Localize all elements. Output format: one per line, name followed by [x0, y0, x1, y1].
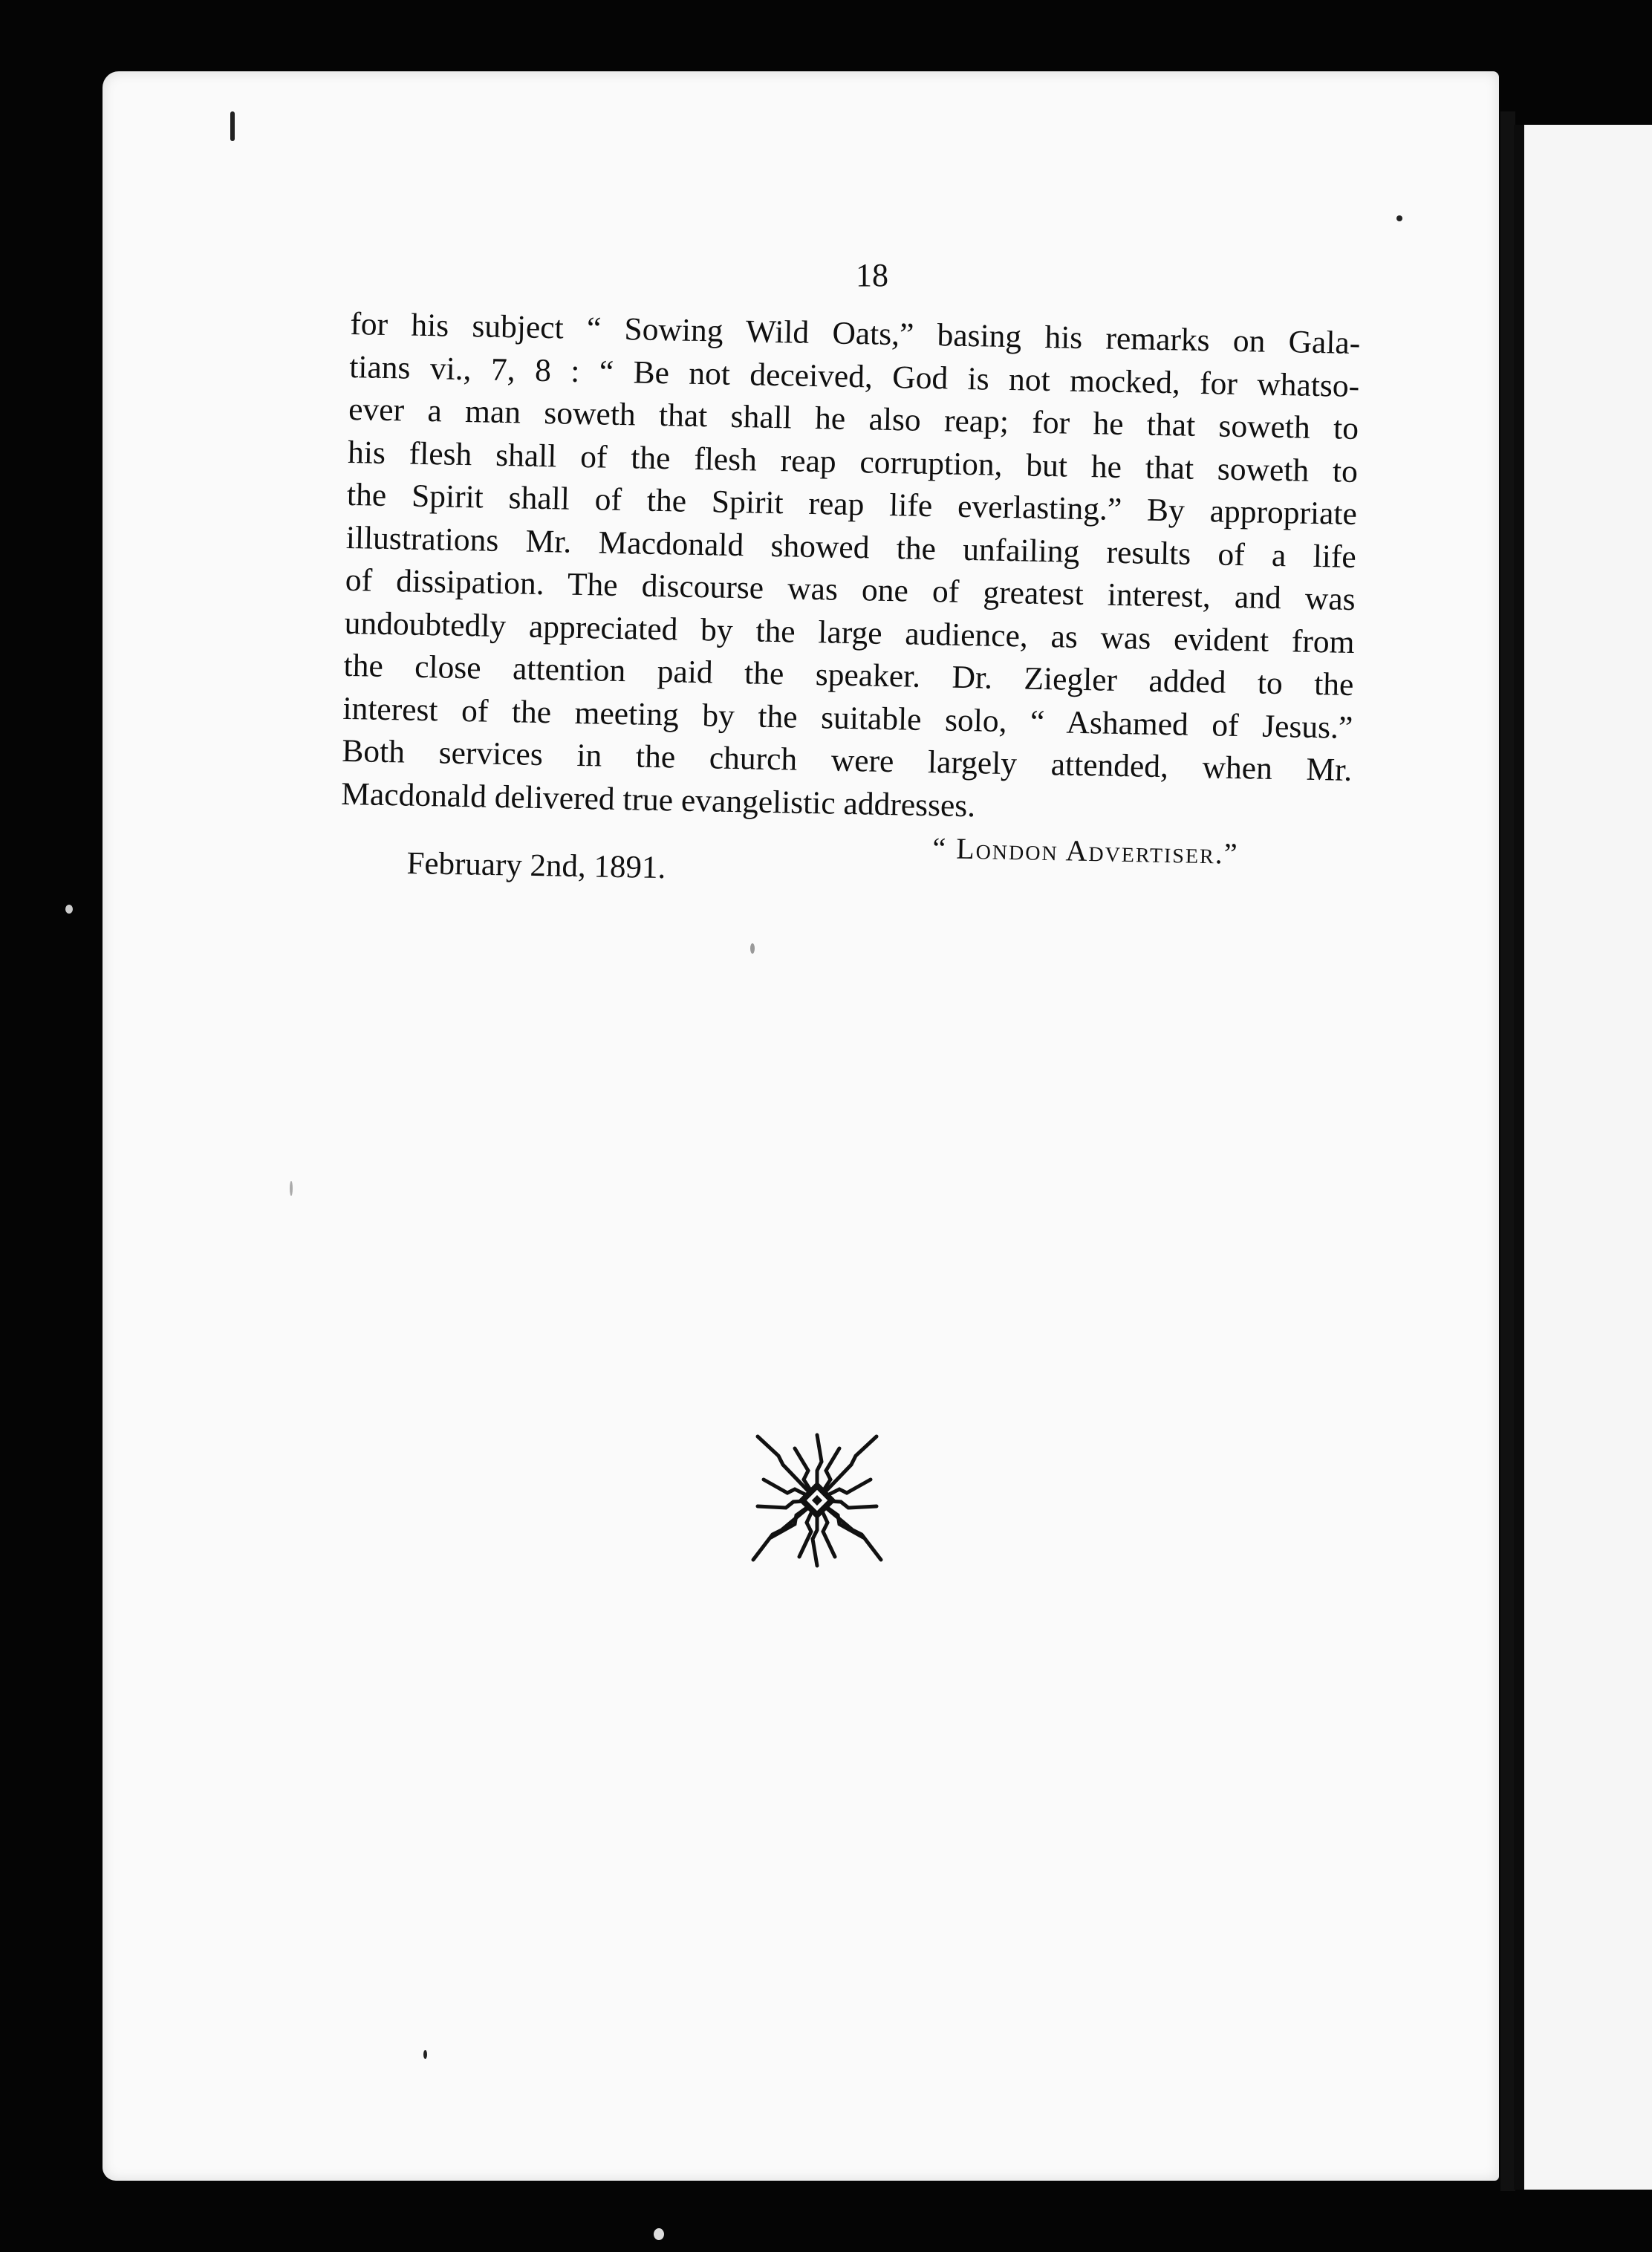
text-line: the close attention paid the speaker. Dr. Ziegler added to the: [343, 647, 1354, 703]
page-number: 18: [856, 257, 888, 293]
text-line: ever a man soweth that shall he also reap; for he that soweth to: [348, 391, 1359, 447]
text-line: illustrations Mr. Macdonald showed the unfailing results of a life: [345, 519, 1357, 575]
text-line: tians vi., 7, 8 : “ Be not deceived, God is not mocked, for whatso-: [348, 348, 1360, 404]
publication-date: February 2nd, 1891.: [406, 845, 666, 886]
scan-speck: [290, 1181, 293, 1196]
starburst-ornament-icon: [735, 1419, 899, 1582]
scan-speck: [654, 2228, 664, 2240]
text-line: his flesh shall of the flesh reap corruption, but he that soweth to: [347, 434, 1359, 489]
text-line: Both services in the church were largely attended, when Mr.: [341, 732, 1353, 788]
scan-speck: [750, 943, 755, 954]
text-line: of dissipation. The discourse was one of greatest interest, and was: [345, 562, 1356, 618]
source-attribution: “ London Advertiser.”: [932, 830, 1239, 870]
text-line: Macdonald delivered true evangelistic addresses.: [340, 775, 976, 824]
text-line: for his subject “ Sowing Wild Oats,” basing his remarks on Gala-: [350, 305, 1361, 362]
scan-speck: [1396, 215, 1402, 221]
text-line: interest of the meeting by the suitable solo, “ Ashamed of Jesus.”: [342, 690, 1353, 746]
text-line: the Spirit shall of the Spirit reap life everlasting.” By appropriate: [346, 476, 1358, 533]
scan-speck: [423, 2050, 427, 2059]
facing-page-edge: [1514, 125, 1652, 2190]
page-gutter: [1500, 111, 1515, 2191]
body-paragraph: [341, 303, 1361, 835]
text-line: undoubtedly appreciated by the large audience, as was evident from: [344, 605, 1355, 660]
scan-speck: [65, 905, 73, 914]
scan-speck: [230, 111, 235, 141]
